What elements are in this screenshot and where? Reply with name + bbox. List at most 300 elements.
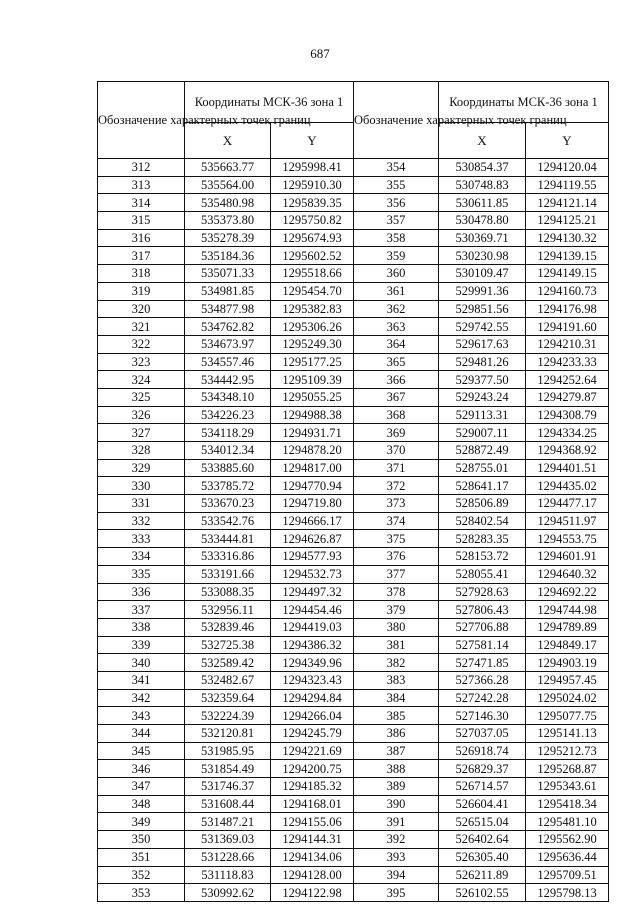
x-coordinate-cell: 527706.88 [439, 618, 526, 636]
y-coordinate-cell: 1294368.92 [526, 442, 609, 460]
x-coordinate-cell: 528055.41 [439, 565, 526, 583]
y-coordinate-cell: 1294817.00 [271, 459, 354, 477]
x-coordinate-cell: 527037.05 [439, 725, 526, 743]
y-coordinate-cell: 1294626.87 [271, 530, 354, 548]
x-coordinate-cell: 534877.98 [185, 300, 271, 318]
y-coordinate-cell: 1294553.75 [526, 530, 609, 548]
x-coordinate-cell: 534673.97 [185, 335, 271, 353]
table-row [354, 212, 609, 230]
point-number-cell: 327 [98, 424, 185, 442]
table-row [354, 583, 609, 601]
y-coordinate-cell: 1295077.75 [526, 707, 609, 725]
y-coordinate-cell: 1294878.20 [271, 442, 354, 460]
x-coordinate-cell: 527471.85 [439, 654, 526, 672]
x-coordinate-cell: 530854.37 [439, 159, 526, 177]
point-number-cell: 382 [354, 654, 439, 672]
point-number-cell: 393 [354, 848, 439, 866]
point-number-cell: 359 [354, 247, 439, 265]
table-row [354, 282, 609, 300]
table-row [98, 495, 354, 513]
y-coordinate-cell: 1295518.66 [271, 265, 354, 283]
point-number-cell: 369 [354, 424, 439, 442]
x-coordinate-cell: 531746.37 [185, 778, 271, 796]
y-coordinate-cell: 1294233.33 [526, 353, 609, 371]
table-row [354, 795, 609, 813]
x-coordinate-cell: 533316.86 [185, 548, 271, 566]
y-coordinate-cell: 1294191.60 [526, 318, 609, 336]
x-coordinate-cell: 532839.46 [185, 618, 271, 636]
point-number-cell: 312 [98, 159, 185, 177]
y-coordinate-cell: 1295454.70 [271, 282, 354, 300]
point-number-cell: 381 [354, 636, 439, 654]
table-row [98, 194, 354, 212]
y-coordinate-cell: 1294210.31 [526, 335, 609, 353]
x-coordinate-cell: 528506.89 [439, 495, 526, 513]
table-row [354, 247, 609, 265]
y-coordinate-cell: 1294454.46 [271, 601, 354, 619]
y-coordinate-cell: 1294401.51 [526, 459, 609, 477]
y-column-header: Y [526, 123, 609, 159]
x-coordinate-cell: 533191.66 [185, 565, 271, 583]
x-coordinate-cell: 535373.80 [185, 212, 271, 230]
table-row [98, 353, 354, 371]
x-coordinate-cell: 527146.30 [439, 707, 526, 725]
point-number-cell: 377 [354, 565, 439, 583]
table-row [98, 176, 354, 194]
y-coordinate-cell: 1294144.31 [271, 831, 354, 849]
y-coordinate-cell: 1295306.26 [271, 318, 354, 336]
table-row [354, 353, 609, 371]
x-coordinate-cell: 529377.50 [439, 371, 526, 389]
table-row [354, 194, 609, 212]
table-row [98, 831, 354, 849]
table-row [98, 265, 354, 283]
x-coordinate-cell: 530230.98 [439, 247, 526, 265]
point-number-cell: 370 [354, 442, 439, 460]
y-coordinate-cell: 1294134.06 [271, 848, 354, 866]
x-coordinate-cell: 526305.40 [439, 848, 526, 866]
y-coordinate-cell: 1294419.03 [271, 618, 354, 636]
x-coordinate-cell: 528872.49 [439, 442, 526, 460]
y-coordinate-cell: 1295910.30 [271, 176, 354, 194]
y-coordinate-cell: 1295382.83 [271, 300, 354, 318]
point-number-cell: 320 [98, 300, 185, 318]
point-number-cell: 324 [98, 371, 185, 389]
y-coordinate-cell: 1295343.61 [526, 778, 609, 796]
table-row [98, 212, 354, 230]
table-row [98, 884, 354, 902]
x-coordinate-cell: 533885.60 [185, 459, 271, 477]
y-coordinate-cell: 1294308.79 [526, 406, 609, 424]
point-number-cell: 394 [354, 866, 439, 884]
table-row [354, 565, 609, 583]
table-row [98, 866, 354, 884]
x-coordinate-cell: 530478.80 [439, 212, 526, 230]
x-coordinate-cell: 535184.36 [185, 247, 271, 265]
table-row [354, 318, 609, 336]
y-coordinate-cell: 1295109.39 [271, 371, 354, 389]
y-coordinate-cell: 1294988.38 [271, 406, 354, 424]
x-coordinate-cell: 529481.26 [439, 353, 526, 371]
y-coordinate-cell: 1295212.73 [526, 742, 609, 760]
point-number-cell: 380 [354, 618, 439, 636]
point-number-cell: 316 [98, 229, 185, 247]
point-number-cell: 346 [98, 760, 185, 778]
point-number-cell: 362 [354, 300, 439, 318]
y-column-header: Y [271, 123, 354, 159]
x-coordinate-cell: 526714.57 [439, 778, 526, 796]
y-coordinate-cell: 1294532.73 [271, 565, 354, 583]
x-coordinate-cell: 529243.24 [439, 388, 526, 406]
x-coordinate-cell: 532956.11 [185, 601, 271, 619]
point-number-cell: 333 [98, 530, 185, 548]
point-number-cell: 331 [98, 495, 185, 513]
point-number-cell: 379 [354, 601, 439, 619]
y-coordinate-cell: 1295268.87 [526, 760, 609, 778]
x-coordinate-cell: 532359.64 [185, 689, 271, 707]
point-number-cell: 389 [354, 778, 439, 796]
table-row [354, 459, 609, 477]
table-row [354, 848, 609, 866]
y-coordinate-cell: 1294168.01 [271, 795, 354, 813]
y-coordinate-cell: 1294349.96 [271, 654, 354, 672]
y-coordinate-cell: 1295798.13 [526, 884, 609, 902]
point-number-cell: 345 [98, 742, 185, 760]
x-coordinate-cell: 527806.43 [439, 601, 526, 619]
x-coordinate-cell: 534012.34 [185, 442, 271, 460]
table-row [354, 689, 609, 707]
table-row [98, 388, 354, 406]
table-row [98, 565, 354, 583]
y-coordinate-cell: 1295636.44 [526, 848, 609, 866]
point-number-cell: 378 [354, 583, 439, 601]
y-coordinate-cell: 1294692.22 [526, 583, 609, 601]
table-row [98, 335, 354, 353]
point-number-cell: 335 [98, 565, 185, 583]
y-coordinate-cell: 1294245.79 [271, 725, 354, 743]
x-coordinate-cell: 528153.72 [439, 548, 526, 566]
point-number-cell: 352 [98, 866, 185, 884]
page-number: 687 [310, 46, 330, 61]
point-number-cell: 354 [354, 159, 439, 177]
y-coordinate-cell: 1294511.97 [526, 512, 609, 530]
table-row [98, 654, 354, 672]
table-row [98, 548, 354, 566]
x-coordinate-cell: 532725.38 [185, 636, 271, 654]
table-row [98, 159, 354, 177]
point-number-cell: 383 [354, 671, 439, 689]
point-number-cell: 395 [354, 884, 439, 902]
point-number-cell: 388 [354, 760, 439, 778]
table-row [354, 760, 609, 778]
table-row [354, 335, 609, 353]
table-row [354, 300, 609, 318]
x-coordinate-cell: 530611.85 [439, 194, 526, 212]
x-coordinate-cell: 528402.54 [439, 512, 526, 530]
table-row [354, 530, 609, 548]
y-coordinate-cell: 1294279.87 [526, 388, 609, 406]
table-row [354, 654, 609, 672]
y-coordinate-cell: 1294122.98 [271, 884, 354, 902]
x-coordinate-cell: 531985.95 [185, 742, 271, 760]
point-number-cell: 344 [98, 725, 185, 743]
y-coordinate-cell: 1295024.02 [526, 689, 609, 707]
point-number-cell: 340 [98, 654, 185, 672]
point-number-cell: 371 [354, 459, 439, 477]
x-coordinate-cell: 526829.37 [439, 760, 526, 778]
x-coordinate-cell: 531854.49 [185, 760, 271, 778]
x-coordinate-cell: 535663.77 [185, 159, 271, 177]
table-row [354, 636, 609, 654]
y-coordinate-cell: 1294497.32 [271, 583, 354, 601]
y-coordinate-cell: 1294789.89 [526, 618, 609, 636]
table-row [98, 530, 354, 548]
x-coordinate-cell: 535564.00 [185, 176, 271, 194]
table-row [354, 671, 609, 689]
point-number-cell: 386 [354, 725, 439, 743]
point-number-cell: 323 [98, 353, 185, 371]
table-row [98, 300, 354, 318]
table-row [98, 742, 354, 760]
point-number-cell: 367 [354, 388, 439, 406]
table-row [354, 725, 609, 743]
y-coordinate-cell: 1295141.13 [526, 725, 609, 743]
x-coordinate-cell: 530369.71 [439, 229, 526, 247]
x-coordinate-cell: 531228.66 [185, 848, 271, 866]
point-number-cell: 319 [98, 282, 185, 300]
point-number-cell: 334 [98, 548, 185, 566]
y-coordinate-cell: 1294323.43 [271, 671, 354, 689]
x-coordinate-cell: 534118.29 [185, 424, 271, 442]
x-coordinate-cell: 528283.35 [439, 530, 526, 548]
point-number-cell: 391 [354, 813, 439, 831]
table-body-right [354, 159, 609, 902]
point-number-cell: 315 [98, 212, 185, 230]
x-coordinate-cell: 526918.74 [439, 742, 526, 760]
table-row [98, 477, 354, 495]
point-number-cell: 349 [98, 813, 185, 831]
point-number-cell: 342 [98, 689, 185, 707]
y-coordinate-cell: 1295674.93 [271, 229, 354, 247]
x-coordinate-cell: 527366.28 [439, 671, 526, 689]
point-number-cell: 332 [98, 512, 185, 530]
x-coordinate-cell: 531487.21 [185, 813, 271, 831]
table-row [354, 265, 609, 283]
point-number-cell: 353 [98, 884, 185, 902]
y-coordinate-cell: 1294266.04 [271, 707, 354, 725]
y-coordinate-cell: 1294155.06 [271, 813, 354, 831]
y-coordinate-cell: 1294128.00 [271, 866, 354, 884]
coordinates-table-left [97, 81, 354, 902]
x-coordinate-cell: 529617.63 [439, 335, 526, 353]
table-row [354, 813, 609, 831]
x-coordinate-cell: 526211.89 [439, 866, 526, 884]
y-coordinate-cell: 1294252.64 [526, 371, 609, 389]
table-row [354, 778, 609, 796]
y-coordinate-cell: 1294477.17 [526, 495, 609, 513]
x-coordinate-cell: 529742.55 [439, 318, 526, 336]
point-number-cell: 351 [98, 848, 185, 866]
x-coordinate-cell: 534762.82 [185, 318, 271, 336]
table-row [98, 371, 354, 389]
x-coordinate-cell: 532589.42 [185, 654, 271, 672]
point-number-cell: 343 [98, 707, 185, 725]
x-coordinate-cell: 533444.81 [185, 530, 271, 548]
y-coordinate-cell: 1295249.30 [271, 335, 354, 353]
table-row [98, 778, 354, 796]
point-number-cell: 392 [354, 831, 439, 849]
table-row [98, 318, 354, 336]
table-row [98, 618, 354, 636]
point-number-cell: 350 [98, 831, 185, 849]
point-number-cell: 338 [98, 618, 185, 636]
table-row [98, 689, 354, 707]
point-number-cell: 321 [98, 318, 185, 336]
point-number-cell: 361 [354, 282, 439, 300]
point-number-cell: 329 [98, 459, 185, 477]
x-coordinate-cell: 527581.14 [439, 636, 526, 654]
x-coordinate-cell: 527242.28 [439, 689, 526, 707]
point-number-cell: 347 [98, 778, 185, 796]
table-row [354, 618, 609, 636]
y-coordinate-cell: 1295562.90 [526, 831, 609, 849]
y-coordinate-cell: 1295481.10 [526, 813, 609, 831]
y-coordinate-cell: 1294176.98 [526, 300, 609, 318]
point-number-cell: 318 [98, 265, 185, 283]
table-row [354, 512, 609, 530]
x-coordinate-cell: 530992.62 [185, 884, 271, 902]
table-row [354, 707, 609, 725]
table-row [354, 548, 609, 566]
table-row [354, 406, 609, 424]
point-number-cell: 328 [98, 442, 185, 460]
x-coordinate-cell: 535480.98 [185, 194, 271, 212]
y-coordinate-cell: 1294139.15 [526, 247, 609, 265]
x-coordinate-cell: 532120.81 [185, 725, 271, 743]
y-coordinate-cell: 1294221.69 [271, 742, 354, 760]
point-number-cell: 363 [354, 318, 439, 336]
y-coordinate-cell: 1294770.94 [271, 477, 354, 495]
table-row [98, 406, 354, 424]
x-coordinate-cell: 533542.76 [185, 512, 271, 530]
x-coordinate-cell: 526515.04 [439, 813, 526, 831]
y-coordinate-cell: 1294719.80 [271, 495, 354, 513]
table-row [354, 477, 609, 495]
x-coordinate-cell: 529007.11 [439, 424, 526, 442]
y-coordinate-cell: 1294121.14 [526, 194, 609, 212]
designation-header: Обозначение характерных точек границ [354, 82, 439, 159]
point-number-cell: 317 [98, 247, 185, 265]
point-number-cell: 366 [354, 371, 439, 389]
table-row [354, 884, 609, 902]
x-coordinate-cell: 530748.83 [439, 176, 526, 194]
y-coordinate-cell: 1294185.32 [271, 778, 354, 796]
y-coordinate-cell: 1294125.21 [526, 212, 609, 230]
table-row [354, 601, 609, 619]
point-number-cell: 375 [354, 530, 439, 548]
y-coordinate-cell: 1294957.45 [526, 671, 609, 689]
y-coordinate-cell: 1294666.17 [271, 512, 354, 530]
table-body-left [98, 159, 354, 902]
x-coordinate-cell: 529991.36 [439, 282, 526, 300]
point-number-cell: 390 [354, 795, 439, 813]
y-coordinate-cell: 1295750.82 [271, 212, 354, 230]
table-row [98, 229, 354, 247]
table-row [98, 247, 354, 265]
table-row [98, 707, 354, 725]
y-coordinate-cell: 1295177.25 [271, 353, 354, 371]
point-number-cell: 365 [354, 353, 439, 371]
point-number-cell: 330 [98, 477, 185, 495]
x-coordinate-cell: 535071.33 [185, 265, 271, 283]
table-row [98, 583, 354, 601]
x-coordinate-cell: 526402.64 [439, 831, 526, 849]
table-row [98, 424, 354, 442]
x-coordinate-cell: 529113.31 [439, 406, 526, 424]
x-coordinate-cell: 530109.47 [439, 265, 526, 283]
y-coordinate-cell: 1294119.55 [526, 176, 609, 194]
y-coordinate-cell: 1294130.32 [526, 229, 609, 247]
x-coordinate-cell: 532482.67 [185, 671, 271, 689]
point-number-cell: 341 [98, 671, 185, 689]
x-coordinate-cell: 528641.17 [439, 477, 526, 495]
table-row [98, 795, 354, 813]
table-row [354, 495, 609, 513]
point-number-cell: 384 [354, 689, 439, 707]
y-coordinate-cell: 1294577.93 [271, 548, 354, 566]
x-coordinate-cell: 531369.03 [185, 831, 271, 849]
point-number-cell: 372 [354, 477, 439, 495]
y-coordinate-cell: 1295839.35 [271, 194, 354, 212]
x-coordinate-cell: 528755.01 [439, 459, 526, 477]
y-coordinate-cell: 1294120.04 [526, 159, 609, 177]
coordinates-table-right [353, 81, 609, 902]
table-row [354, 388, 609, 406]
y-coordinate-cell: 1295418.34 [526, 795, 609, 813]
y-coordinate-cell: 1294200.75 [271, 760, 354, 778]
point-number-cell: 364 [354, 335, 439, 353]
x-coordinate-cell: 529851.56 [439, 300, 526, 318]
table-row [98, 848, 354, 866]
x-coordinate-cell: 533088.35 [185, 583, 271, 601]
x-coordinate-cell: 533785.72 [185, 477, 271, 495]
table-row [98, 760, 354, 778]
point-number-cell: 355 [354, 176, 439, 194]
y-coordinate-cell: 1294849.17 [526, 636, 609, 654]
y-coordinate-cell: 1294744.98 [526, 601, 609, 619]
point-number-cell: 387 [354, 742, 439, 760]
point-number-cell: 322 [98, 335, 185, 353]
x-coordinate-cell: 526102.55 [439, 884, 526, 902]
x-coordinate-cell: 531608.44 [185, 795, 271, 813]
y-coordinate-cell: 1294386.32 [271, 636, 354, 654]
table-row [98, 671, 354, 689]
table-row [98, 512, 354, 530]
table-row [354, 159, 609, 177]
x-coordinate-cell: 531118.83 [185, 866, 271, 884]
x-coordinate-cell: 534981.85 [185, 282, 271, 300]
x-coordinate-cell: 532224.39 [185, 707, 271, 725]
point-number-cell: 374 [354, 512, 439, 530]
x-column-header: X [185, 123, 271, 159]
x-coordinate-cell: 526604.41 [439, 795, 526, 813]
x-column-header: X [439, 123, 526, 159]
table-row [98, 442, 354, 460]
x-coordinate-cell: 535278.39 [185, 229, 271, 247]
table-row [98, 725, 354, 743]
table-row [98, 282, 354, 300]
table-row [98, 813, 354, 831]
